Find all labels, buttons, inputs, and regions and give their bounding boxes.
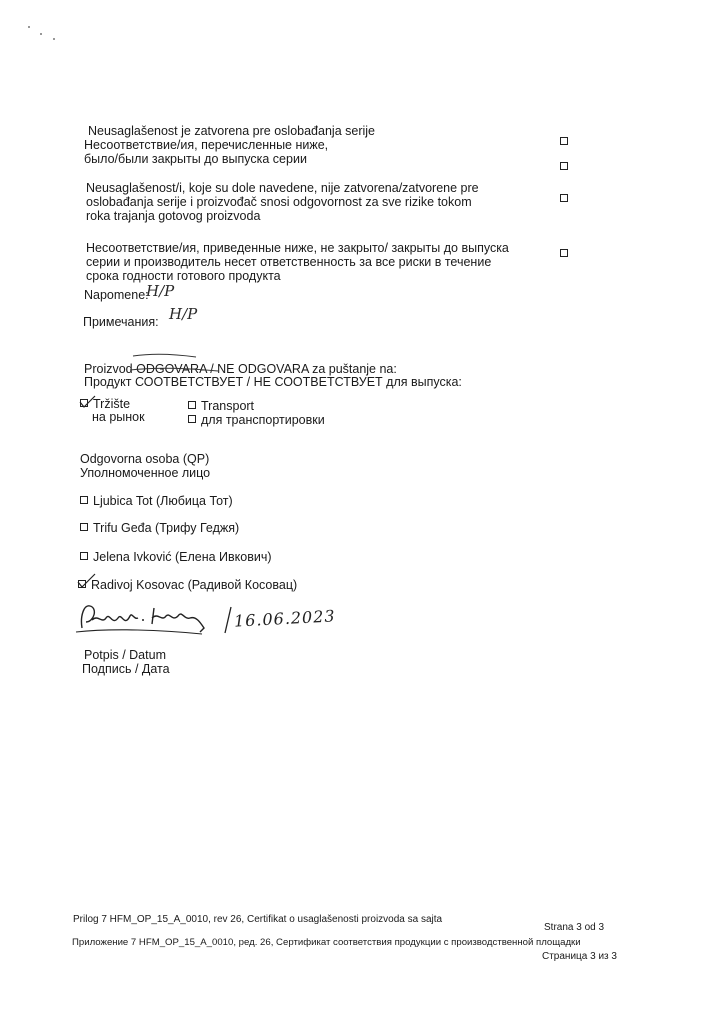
qp-person-name: Radivoj Kosovac (Радивой Косовац)	[91, 578, 298, 592]
block2-line2: oslobađanja serije i proizvođač snosi odgovornost za sve rizike tokom	[86, 195, 472, 209]
block3-checkbox[interactable]	[560, 249, 568, 257]
qp-person-option[interactable]	[80, 494, 233, 508]
notes-value-ru: Н/Р	[169, 305, 198, 323]
qp-person-checkbox[interactable]	[80, 496, 88, 504]
notes-label-sr: Napomene:	[84, 288, 149, 302]
footer-page-sr: Strana 3 od 3	[544, 922, 605, 933]
market-label-sr: Tržište	[93, 397, 131, 411]
notes-label-ru: Примечания:	[83, 315, 159, 329]
footer-line-sr: Prilog 7 HFM_OP_15_A_0010, rev 26, Certifikat o usaglašenosti proizvoda sa sajta	[73, 914, 443, 925]
block1-line3: было/были закрыты до выпуска серии	[84, 152, 307, 166]
block1-checkbox-sr[interactable]	[560, 137, 568, 145]
qp-check-mark-icon	[76, 572, 98, 592]
qp-person-name: Trifu Geđa (Трифу Геджя)	[93, 521, 240, 535]
block3-line1: Несоответствие/ия, приведенные ниже, не закрыто/ закрыты до выпуска	[86, 241, 509, 255]
qp-person-option[interactable]	[80, 550, 272, 564]
signature-label-sr: Potpis / Datum	[84, 648, 166, 662]
block2-line3: roka trajanja gotovog proizvoda	[86, 209, 261, 223]
block2-checkbox[interactable]	[560, 194, 568, 202]
transport-label-sr: Transport	[201, 399, 255, 413]
block1-line1: Neusaglašenost je zatvorena pre oslobađanja serije	[88, 124, 375, 138]
transport-checkbox-ru[interactable]	[188, 415, 196, 423]
notes-value-sr: Н/Р	[146, 282, 175, 300]
market-label-ru: на рынок	[92, 410, 145, 424]
qp-person-name: Jelena Ivković (Елена Ивкович)	[93, 550, 272, 564]
date-separator-slash	[222, 605, 234, 635]
transport-option-ru[interactable]	[188, 413, 325, 427]
qp-person-checkbox[interactable]	[80, 523, 88, 531]
transport-checkbox[interactable]	[188, 401, 196, 409]
transport-option[interactable]	[188, 399, 254, 413]
qp-person-checkbox[interactable]	[80, 552, 88, 560]
scan-speck	[53, 38, 55, 40]
qp-person-name: Ljubica Tot (Любица Тот)	[93, 494, 233, 508]
release-line-sr: Proizvod ODGOVARA / NE ODGOVARA za puštanje na:	[84, 362, 397, 376]
qp-person-option[interactable]	[80, 521, 239, 535]
footer-line-ru: Приложение 7 HFM_OP_15_A_0010, ред. 26, Сертификат соответствия продукции с производственной площадки	[72, 937, 581, 948]
block3-line3: срока годности готового продукта	[86, 269, 281, 283]
transport-label-ru: для транспортировки	[201, 413, 325, 427]
release-line-ru: Продукт СООТВЕТСТВУЕТ / НЕ СООТВЕТСТВУЕТ для выпуска:	[84, 375, 462, 389]
qp-title-ru: Уполномоченное лицо	[80, 466, 211, 480]
block1-checkbox-ru[interactable]	[560, 162, 568, 170]
signature-label-ru: Подпись / Дата	[82, 662, 170, 676]
block3-line2: серии и производитель несет ответственность за все риски в течение	[86, 255, 492, 269]
qp-title-sr: Odgovorna osoba (QP)	[80, 452, 210, 466]
scan-speck	[28, 26, 30, 28]
footer-page-ru: Страница 3 из 3	[542, 951, 617, 962]
qp-person-option[interactable]	[78, 578, 297, 592]
block1-line2: Несоответствие/ия, перечисленные ниже,	[84, 138, 329, 152]
signature-image	[72, 598, 222, 648]
scan-speck	[40, 33, 42, 35]
market-check-mark-icon	[78, 394, 98, 412]
block2-line1: Neusaglašenost/i, koje su dole navedene, nije zatvorena/zatvorene pre	[86, 181, 479, 195]
signature-date: 16.06.2023	[233, 606, 337, 631]
